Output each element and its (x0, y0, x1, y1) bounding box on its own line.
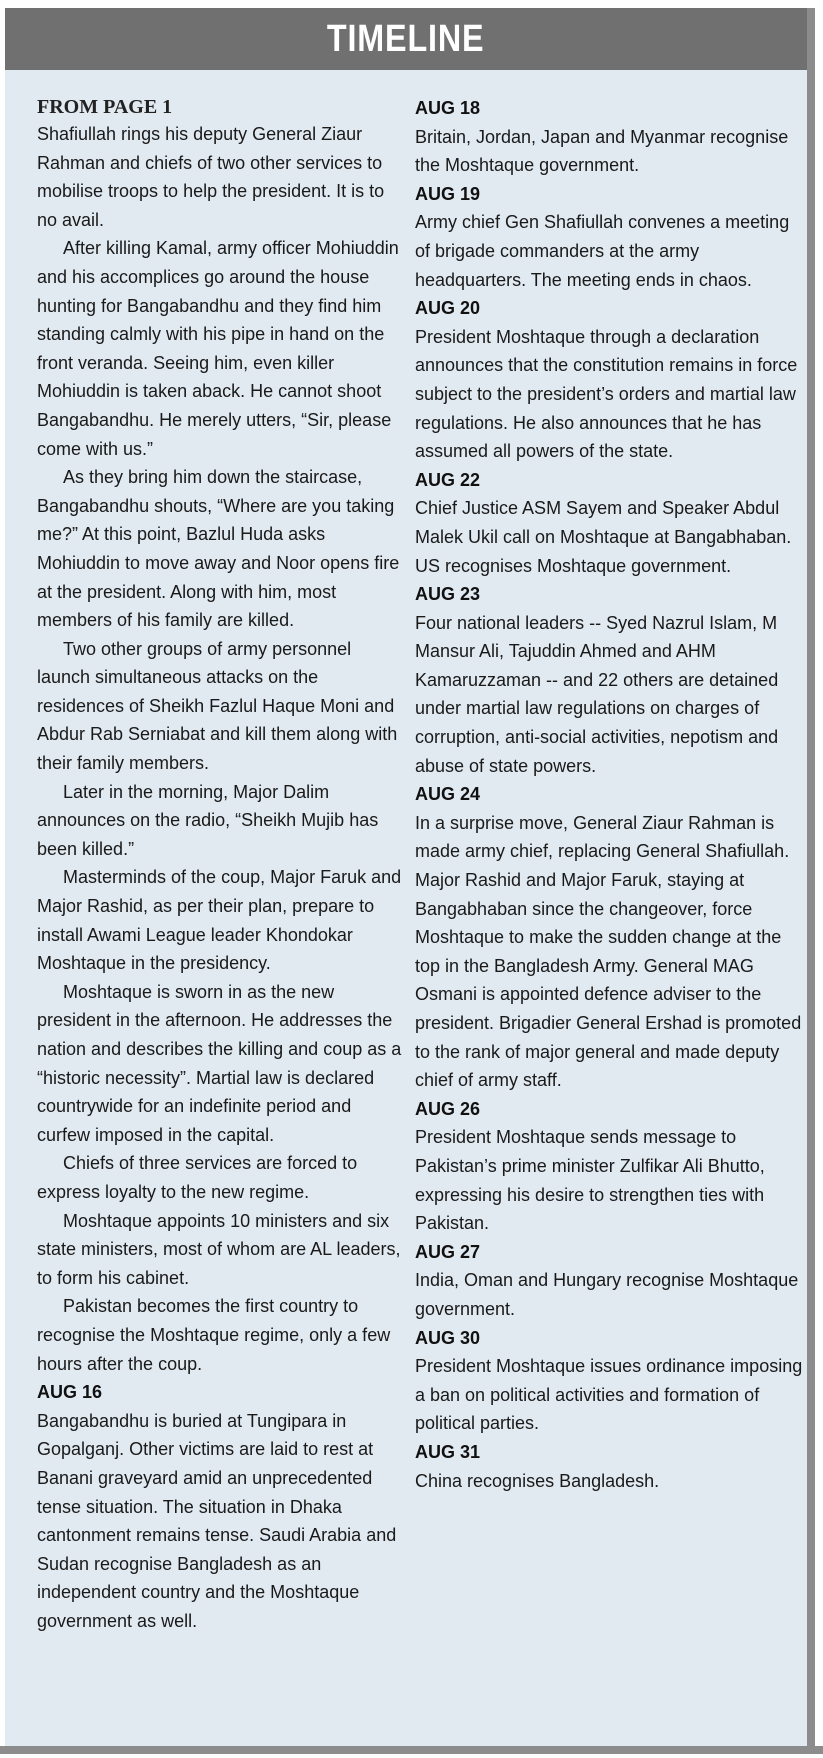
paragraph: Pakistan becomes the first country to recognise the Moshtaque regime, only a few hours after the coup. (37, 1296, 391, 1374)
entry-text: Four national leaders -- Syed Nazrul Islam, M Mansur Ali, Tajuddin Ahmed and AHM Kamaruzzaman -- and 22 others are detained under martial law regulations on charges of corruption, anti-social activities, nepotism and abuse of state powers. (415, 612, 779, 776)
entry-date: AUG 22 (415, 469, 481, 490)
entry-text: Bangabandhu is buried at Tungipara in Gopalganj. Other victims are laid to rest at Banani graveyard amid an unprecedented tense situation. The situation in Dhaka cantonment remains tense. Saudi Arabia and Sudan recognise Bangladesh as an independent country and the Moshtaque government as well. (37, 1410, 397, 1631)
entry-date: AUG 20 (415, 298, 481, 319)
entry-text: China recognises Bangladesh. (415, 1470, 660, 1491)
entry-text: India, Oman and Hungary recognise Moshtaque government. (415, 1270, 799, 1319)
right-column (415, 94, 803, 1495)
paragraph: Shafiullah rings his deputy General Ziaur Rahman and chiefs of two other services to mobilise troops to help the president. It is to no avail. (37, 124, 385, 230)
entry-text: President Moshtaque issues ordinance imposing a ban on political activities and formation of political parties. (415, 1356, 803, 1434)
left-column (37, 94, 405, 1635)
entry-text: In a surprise move, General Ziaur Rahman is made army chief, replacing General Shafiullah. Major Rashid and Major Faruk, staying at Bangabhaban since the changeover, force Moshtaque to make the sudden change at the top in the Bangladesh Army. General MAG Osmani is appointed defence adviser to the president. Brigadier General Ershad is promoted to the rank of major general and made deputy chief of army staff. (415, 812, 802, 1091)
timeline-panel (5, 8, 807, 1746)
page-title: TIMELINE (327, 17, 485, 60)
entry-date: AUG 26 (415, 1098, 481, 1119)
panel-shadow-right (807, 8, 815, 1746)
entry-text: Chief Justice ASM Sayem and Speaker Abdul Malek Ukil call on Moshtaque at Bangabhaban. US recognises Moshtaque government. (415, 498, 792, 576)
entry-text: President Moshtaque sends message to Pakistan’s prime minister Zulfikar Ali Bhutto, expressing his desire to strengthen ties with Pakistan. (415, 1127, 765, 1234)
entry-text: Army chief Gen Shafiullah convenes a meeting of brigade commanders at the army headquarters. The meeting ends in chaos. (415, 212, 790, 290)
timeline-columns (5, 94, 807, 1734)
kicker-from-page: FROM PAGE 1 (37, 96, 173, 118)
paragraph: After killing Kamal, army officer Mohiuddin and his accomplices go around the house hunting for Bangabandhu and they find him standing calmly with his pipe in hand on the front veranda. Seeing him, even killer Mohiuddin is taken aback. He cannot shoot Bangabandhu. He merely utters, “Sir, please come with us.” (37, 238, 399, 459)
entry-date: AUG 16 (37, 1382, 103, 1403)
entry-date: AUG 23 (415, 584, 481, 605)
paragraph: Chiefs of three services are forced to express loyalty to the new regime. (37, 1153, 358, 1202)
entry-date: AUG 18 (415, 98, 481, 118)
paragraph: As they bring him down the staircase, Bangabandhu shouts, “Where are you taking me?” At this point, Bazlul Huda asks Mohiuddin to move away and Noor opens fire at the president. Along with him, most members of his family are killed. (37, 467, 400, 631)
entry-date: AUG 27 (415, 1241, 481, 1262)
entry-date: AUG 30 (415, 1327, 481, 1348)
entry-date: AUG 24 (415, 784, 481, 805)
paragraph: Moshtaque appoints 10 ministers and six state ministers, most of whom are AL leaders, to form his cabinet. (37, 1210, 401, 1288)
paragraph: Moshtaque is sworn in as the new president in the afternoon. He addresses the nation and describes the killing and coup as a “historic necessity”. Martial law is declared countrywide for an indefinite period and curfew imposed in the capital. (37, 981, 402, 1145)
entry-date: AUG 31 (415, 1441, 481, 1462)
paragraph: Masterminds of the coup, Major Faruk and Major Rashid, as per their plan, prepare to install Awami League leader Khondokar Moshtaque in the presidency. (37, 867, 402, 974)
entry-text: Britain, Jordan, Japan and Myanmar recognise the Moshtaque government. (415, 126, 789, 176)
timeline-banner (5, 8, 807, 70)
paragraph: Two other groups of army personnel launch simultaneous attacks on the residences of Sheikh Fazlul Haque Moni and Abdur Rab Serniabat and kill them along with their family members. (37, 638, 398, 774)
entry-text: President Moshtaque through a declaration announces that the constitution remains in force subject to the president’s orders and martial law regulations. He also announces that he has assumed all powers of the state. (415, 326, 798, 462)
entry-date: AUG 19 (415, 183, 481, 204)
paragraph: Later in the morning, Major Dalim announces on the radio, “Sheikh Mujib has been killed.” (37, 781, 379, 859)
panel-rule-bottom (0, 1746, 823, 1754)
